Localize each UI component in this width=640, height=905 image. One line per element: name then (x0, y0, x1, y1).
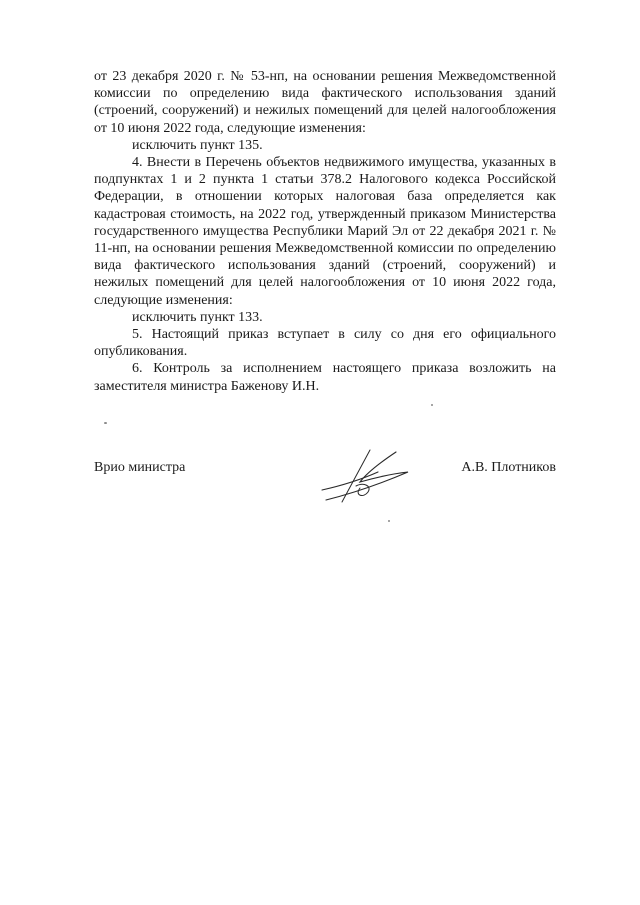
handwritten-signature (320, 442, 416, 508)
paragraph-4: исключить пункт 133. (132, 309, 263, 325)
paragraph-3: 4. Внести в Перечень объектов недвижимого имущества, указанных в подпунктах 1 и 2 пункта 1 статьи 378.2 Налогового кодекса Российской Федерации, в отношении которых налоговая база определяется как кадастровая стоимость, на 2022 год, утвержденный приказом Министерства государственного имущества Республики Марий Эл от 22 декабря 2021 г. № 11-нп, на основании решения Межведомственной комиссии по определению вида фактического использования зданий (строений, сооружений) и нежилых помещений для целей налогообложения от 10 июня 2022 года, следующие изменения: (94, 155, 556, 308)
paragraph-5: 5. Настоящий приказ вступает в силу со дня его официального опубликования. (94, 327, 556, 360)
scan-speck (104, 422, 107, 424)
paragraph-6: 6. Контроль за исполнением настоящего приказа возложить на заместителя министра Баженову И.Н. (94, 361, 556, 394)
paragraph-2: исключить пункт 135. (132, 137, 263, 153)
scan-speck (388, 520, 390, 522)
signer-name: А.В. Плотников (461, 460, 556, 475)
signer-position: Врио министра (94, 460, 186, 475)
scan-speck (431, 404, 433, 406)
document-body (94, 68, 556, 395)
signature-block (94, 452, 556, 512)
paragraph-1: от 23 декабря 2020 г. № 53-нп, на основании решения Межведомственной комиссии по определению вида фактического использования зданий (строений, сооружений) и нежилых помещений для целей налогообложения от 10 июня 2022 года, следующие изменения: (94, 69, 556, 136)
